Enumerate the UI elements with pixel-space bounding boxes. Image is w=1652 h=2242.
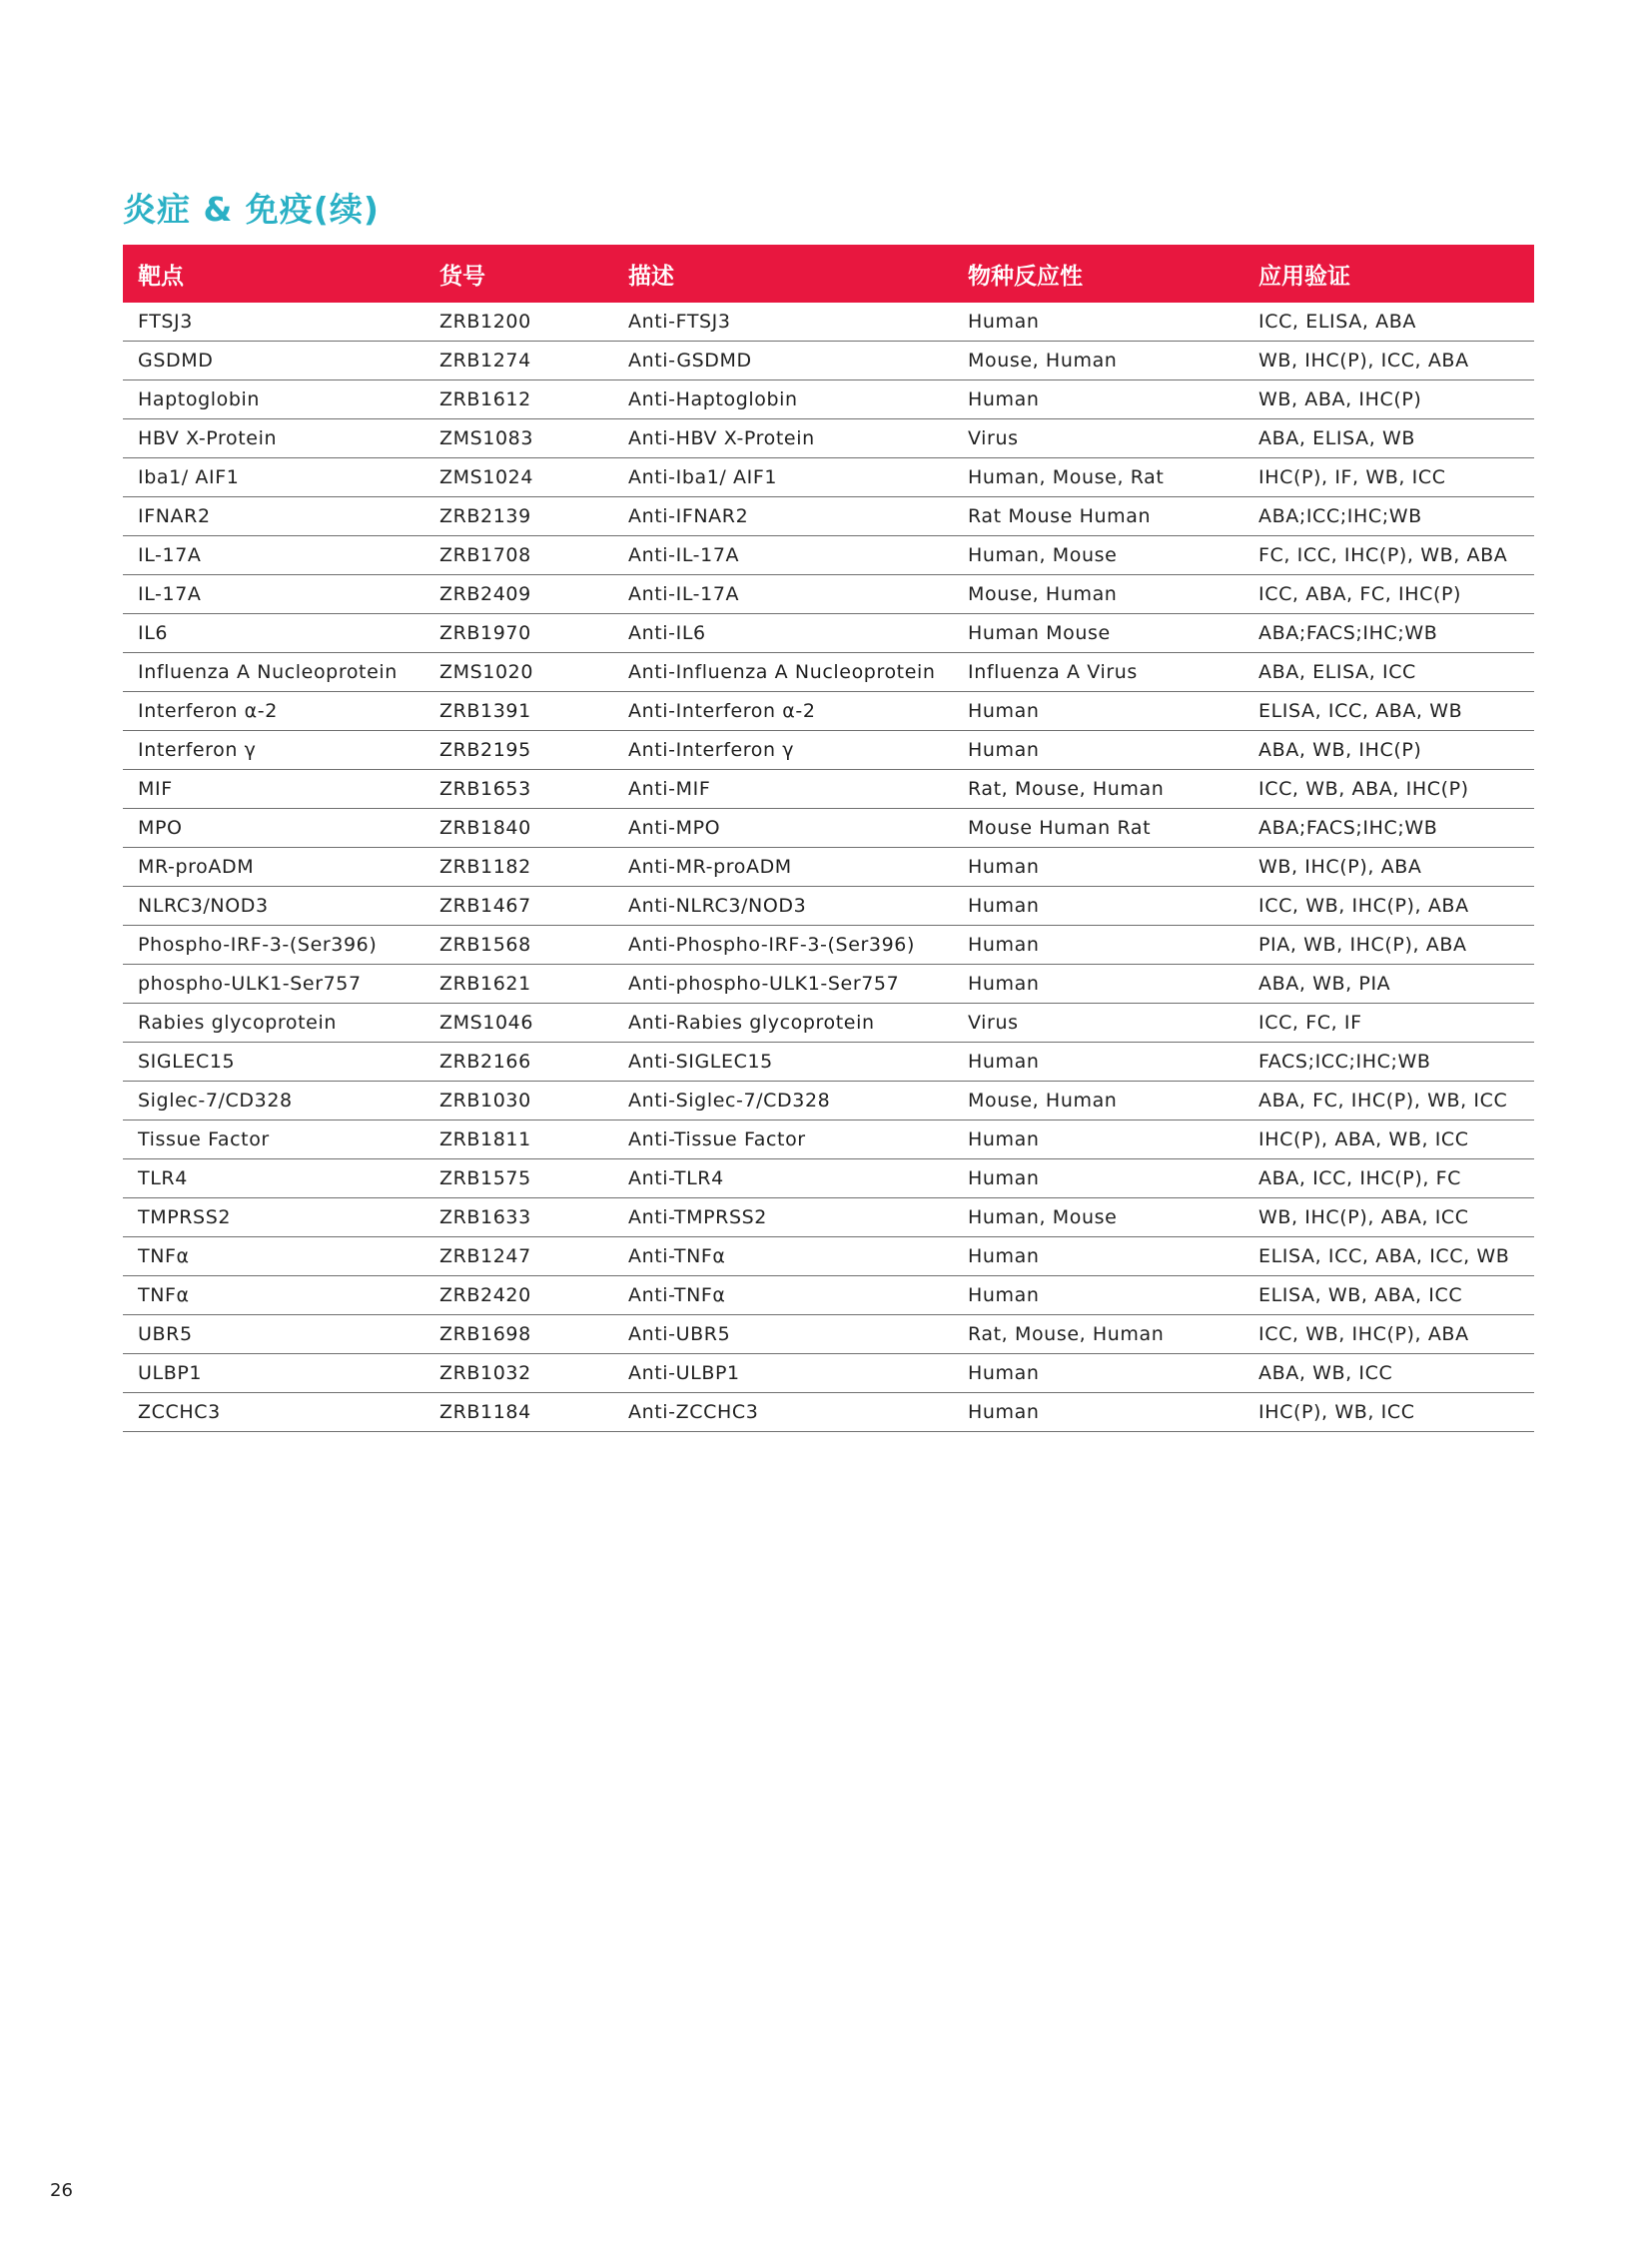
applications-cell: ICC, WB, IHC(P), ABA xyxy=(1243,887,1534,926)
applications-cell: IHC(P), ABA, WB, ICC xyxy=(1243,1121,1534,1159)
table-row xyxy=(123,887,1534,926)
target-cell: Phospho-IRF-3-(Ser396) xyxy=(123,926,424,965)
target-cell: GSDMD xyxy=(123,342,424,380)
applications-cell: FACS;ICC;IHC;WB xyxy=(1243,1043,1534,1082)
catalog-number-cell: ZRB1698 xyxy=(424,1315,613,1354)
description-cell: Anti-Haptoglobin xyxy=(613,380,953,419)
table-row xyxy=(123,965,1534,1004)
target-cell: IL-17A xyxy=(123,536,424,575)
applications-cell: ABA, WB, ICC xyxy=(1243,1354,1534,1393)
catalog-number-cell: ZRB1200 xyxy=(424,303,613,342)
target-cell: UBR5 xyxy=(123,1315,424,1354)
description-cell: Anti-Interferon γ xyxy=(613,731,953,770)
catalog-number-cell: ZRB1030 xyxy=(424,1082,613,1121)
species-reactivity-cell: Human xyxy=(953,965,1243,1004)
species-reactivity-cell: Human xyxy=(953,848,1243,887)
column-header-applications: 应用验证 xyxy=(1258,263,1350,290)
table-row xyxy=(123,419,1534,458)
target-cell: ULBP1 xyxy=(123,1354,424,1393)
catalog-number-cell: ZRB1467 xyxy=(424,887,613,926)
target-cell: Interferon α-2 xyxy=(123,692,424,731)
table-row xyxy=(123,575,1534,614)
species-reactivity-cell: Human xyxy=(953,731,1243,770)
applications-cell: ABA;FACS;IHC;WB xyxy=(1243,614,1534,653)
table-row xyxy=(123,1004,1534,1043)
target-cell: TNFα xyxy=(123,1276,424,1315)
target-cell: IFNAR2 xyxy=(123,497,424,536)
species-reactivity-cell: Influenza A Virus xyxy=(953,653,1243,692)
catalog-number-cell: ZRB2409 xyxy=(424,575,613,614)
table-row xyxy=(123,653,1534,692)
description-cell: Anti-GSDMD xyxy=(613,342,953,380)
catalog-number-cell: ZRB2195 xyxy=(424,731,613,770)
description-cell: Anti-HBV X-Protein xyxy=(613,419,953,458)
catalog-number-cell: ZRB1274 xyxy=(424,342,613,380)
target-cell: IL6 xyxy=(123,614,424,653)
table-header-row xyxy=(123,245,1534,303)
table-row xyxy=(123,497,1534,536)
species-reactivity-cell: Human xyxy=(953,303,1243,342)
species-reactivity-cell: Virus xyxy=(953,1004,1243,1043)
table-row xyxy=(123,1315,1534,1354)
species-reactivity-cell: Mouse Human Rat xyxy=(953,809,1243,848)
species-reactivity-cell: Human Mouse xyxy=(953,614,1243,653)
applications-cell: ELISA, WB, ABA, ICC xyxy=(1243,1276,1534,1315)
species-reactivity-cell: Human, Mouse xyxy=(953,536,1243,575)
catalog-number-cell: ZRB1811 xyxy=(424,1121,613,1159)
applications-cell: ELISA, ICC, ABA, ICC, WB xyxy=(1243,1237,1534,1276)
applications-cell: ABA, ELISA, WB xyxy=(1243,419,1534,458)
applications-cell: ABA;FACS;IHC;WB xyxy=(1243,809,1534,848)
catalog-number-cell: ZMS1020 xyxy=(424,653,613,692)
catalog-number-cell: ZRB1621 xyxy=(424,965,613,1004)
applications-cell: ICC, FC, IF xyxy=(1243,1004,1534,1043)
description-cell: Anti-FTSJ3 xyxy=(613,303,953,342)
species-reactivity-cell: Human xyxy=(953,1393,1243,1432)
description-cell: Anti-TMPRSS2 xyxy=(613,1198,953,1237)
table-row xyxy=(123,848,1534,887)
description-cell: Anti-ULBP1 xyxy=(613,1354,953,1393)
table-row xyxy=(123,1393,1534,1432)
catalog-number-cell: ZRB1840 xyxy=(424,809,613,848)
table-row xyxy=(123,614,1534,653)
table-row xyxy=(123,1121,1534,1159)
target-cell: NLRC3/NOD3 xyxy=(123,887,424,926)
catalog-number-cell: ZMS1046 xyxy=(424,1004,613,1043)
table-row xyxy=(123,1237,1534,1276)
catalog-number-cell: ZRB1391 xyxy=(424,692,613,731)
target-cell: IL-17A xyxy=(123,575,424,614)
applications-cell: WB, IHC(P), ABA xyxy=(1243,848,1534,887)
description-cell: Anti-Influenza A Nucleoprotein xyxy=(613,653,953,692)
table-row xyxy=(123,1159,1534,1198)
species-reactivity-cell: Human xyxy=(953,926,1243,965)
applications-cell: ICC, ELISA, ABA xyxy=(1243,303,1534,342)
catalog-number-cell: ZRB1708 xyxy=(424,536,613,575)
description-cell: Anti-TNFα xyxy=(613,1276,953,1315)
column-header-description: 描述 xyxy=(628,263,674,290)
target-cell: ZCCHC3 xyxy=(123,1393,424,1432)
species-reactivity-cell: Mouse, Human xyxy=(953,342,1243,380)
table-row xyxy=(123,380,1534,419)
table-row xyxy=(123,1354,1534,1393)
catalog-number-cell: ZRB1653 xyxy=(424,770,613,809)
species-reactivity-cell: Rat, Mouse, Human xyxy=(953,1315,1243,1354)
catalog-number-cell: ZMS1083 xyxy=(424,419,613,458)
applications-cell: ABA, ELISA, ICC xyxy=(1243,653,1534,692)
description-cell: Anti-Iba1/ AIF1 xyxy=(613,458,953,497)
table-row xyxy=(123,458,1534,497)
applications-cell: WB, IHC(P), ABA, ICC xyxy=(1243,1198,1534,1237)
target-cell: Influenza A Nucleoprotein xyxy=(123,653,424,692)
catalog-number-cell: ZMS1024 xyxy=(424,458,613,497)
species-reactivity-cell: Human xyxy=(953,1043,1243,1082)
description-cell: Anti-Phospho-IRF-3-(Ser396) xyxy=(613,926,953,965)
target-cell: HBV X-Protein xyxy=(123,419,424,458)
catalog-number-cell: ZRB2420 xyxy=(424,1276,613,1315)
description-cell: Anti-IL-17A xyxy=(613,575,953,614)
catalog-number-cell: ZRB1032 xyxy=(424,1354,613,1393)
description-cell: Anti-MR-proADM xyxy=(613,848,953,887)
catalog-number-cell: ZRB1612 xyxy=(424,380,613,419)
description-cell: Anti-MPO xyxy=(613,809,953,848)
species-reactivity-cell: Human xyxy=(953,692,1243,731)
catalog-number-cell: ZRB1182 xyxy=(424,848,613,887)
table-row xyxy=(123,1276,1534,1315)
column-header-catalog-number: 货号 xyxy=(439,263,485,290)
target-cell: Haptoglobin xyxy=(123,380,424,419)
applications-cell: ABA, WB, IHC(P) xyxy=(1243,731,1534,770)
table-row xyxy=(123,1043,1534,1082)
target-cell: TNFα xyxy=(123,1237,424,1276)
target-cell: Tissue Factor xyxy=(123,1121,424,1159)
table-row xyxy=(123,1082,1534,1121)
catalog-number-cell: ZRB1247 xyxy=(424,1237,613,1276)
description-cell: Anti-TLR4 xyxy=(613,1159,953,1198)
description-cell: Anti-IL6 xyxy=(613,614,953,653)
description-cell: Anti-UBR5 xyxy=(613,1315,953,1354)
species-reactivity-cell: Rat, Mouse, Human xyxy=(953,770,1243,809)
table-row xyxy=(123,692,1534,731)
species-reactivity-cell: Human xyxy=(953,1121,1243,1159)
table-row xyxy=(123,342,1534,380)
species-reactivity-cell: Virus xyxy=(953,419,1243,458)
species-reactivity-cell: Human, Mouse, Rat xyxy=(953,458,1243,497)
target-cell: MR-proADM xyxy=(123,848,424,887)
product-table xyxy=(123,245,1534,1432)
catalog-number-cell: ZRB1970 xyxy=(424,614,613,653)
description-cell: Anti-SIGLEC15 xyxy=(613,1043,953,1082)
description-cell: Anti-Siglec-7/CD328 xyxy=(613,1082,953,1121)
applications-cell: PIA, WB, IHC(P), ABA xyxy=(1243,926,1534,965)
applications-cell: ABA, WB, PIA xyxy=(1243,965,1534,1004)
applications-cell: WB, ABA, IHC(P) xyxy=(1243,380,1534,419)
description-cell: Anti-Tissue Factor xyxy=(613,1121,953,1159)
description-cell: Anti-IL-17A xyxy=(613,536,953,575)
table-row xyxy=(123,303,1534,342)
applications-cell: ABA;ICC;IHC;WB xyxy=(1243,497,1534,536)
table-row xyxy=(123,536,1534,575)
table-row xyxy=(123,731,1534,770)
species-reactivity-cell: Rat Mouse Human xyxy=(953,497,1243,536)
description-cell: Anti-Interferon α-2 xyxy=(613,692,953,731)
target-cell: Siglec-7/CD328 xyxy=(123,1082,424,1121)
species-reactivity-cell: Mouse, Human xyxy=(953,575,1243,614)
target-cell: MPO xyxy=(123,809,424,848)
target-cell: Rabies glycoprotein xyxy=(123,1004,424,1043)
species-reactivity-cell: Human, Mouse xyxy=(953,1198,1243,1237)
catalog-number-cell: ZRB1575 xyxy=(424,1159,613,1198)
column-header-species-reactivity: 物种反应性 xyxy=(968,263,1083,290)
table-row xyxy=(123,1198,1534,1237)
table-row xyxy=(123,926,1534,965)
species-reactivity-cell: Human xyxy=(953,1159,1243,1198)
species-reactivity-cell: Human xyxy=(953,1276,1243,1315)
table-header xyxy=(123,245,1534,303)
description-cell: Anti-NLRC3/NOD3 xyxy=(613,887,953,926)
species-reactivity-cell: Human xyxy=(953,1237,1243,1276)
page-number: 26 xyxy=(50,2180,73,2201)
species-reactivity-cell: Human xyxy=(953,1354,1243,1393)
target-cell: phospho-ULK1-Ser757 xyxy=(123,965,424,1004)
applications-cell: ABA, ICC, IHC(P), FC xyxy=(1243,1159,1534,1198)
table-row xyxy=(123,809,1534,848)
table-body xyxy=(123,303,1534,1432)
target-cell: SIGLEC15 xyxy=(123,1043,424,1082)
applications-cell: ICC, ABA, FC, IHC(P) xyxy=(1243,575,1534,614)
applications-cell: ABA, FC, IHC(P), WB, ICC xyxy=(1243,1082,1534,1121)
target-cell: Interferon γ xyxy=(123,731,424,770)
description-cell: Anti-phospho-ULK1-Ser757 xyxy=(613,965,953,1004)
target-cell: Iba1/ AIF1 xyxy=(123,458,424,497)
applications-cell: FC, ICC, IHC(P), WB, ABA xyxy=(1243,536,1534,575)
catalog-number-cell: ZRB2139 xyxy=(424,497,613,536)
description-cell: Anti-TNFα xyxy=(613,1237,953,1276)
description-cell: Anti-MIF xyxy=(613,770,953,809)
applications-cell: ICC, WB, IHC(P), ABA xyxy=(1243,1315,1534,1354)
description-cell: Anti-ZCCHC3 xyxy=(613,1393,953,1432)
page-title: 炎症 & 免疫(续) xyxy=(123,190,380,229)
catalog-number-cell: ZRB2166 xyxy=(424,1043,613,1082)
target-cell: FTSJ3 xyxy=(123,303,424,342)
applications-cell: IHC(P), WB, ICC xyxy=(1243,1393,1534,1432)
applications-cell: ELISA, ICC, ABA, WB xyxy=(1243,692,1534,731)
table-row xyxy=(123,770,1534,809)
column-header-target: 靶点 xyxy=(138,263,184,290)
applications-cell: IHC(P), IF, WB, ICC xyxy=(1243,458,1534,497)
target-cell: MIF xyxy=(123,770,424,809)
description-cell: Anti-Rabies glycoprotein xyxy=(613,1004,953,1043)
applications-cell: WB, IHC(P), ICC, ABA xyxy=(1243,342,1534,380)
applications-cell: ICC, WB, ABA, IHC(P) xyxy=(1243,770,1534,809)
target-cell: TLR4 xyxy=(123,1159,424,1198)
description-cell: Anti-IFNAR2 xyxy=(613,497,953,536)
species-reactivity-cell: Human xyxy=(953,380,1243,419)
catalog-number-cell: ZRB1184 xyxy=(424,1393,613,1432)
catalog-number-cell: ZRB1568 xyxy=(424,926,613,965)
catalog-number-cell: ZRB1633 xyxy=(424,1198,613,1237)
target-cell: TMPRSS2 xyxy=(123,1198,424,1237)
species-reactivity-cell: Mouse, Human xyxy=(953,1082,1243,1121)
species-reactivity-cell: Human xyxy=(953,887,1243,926)
